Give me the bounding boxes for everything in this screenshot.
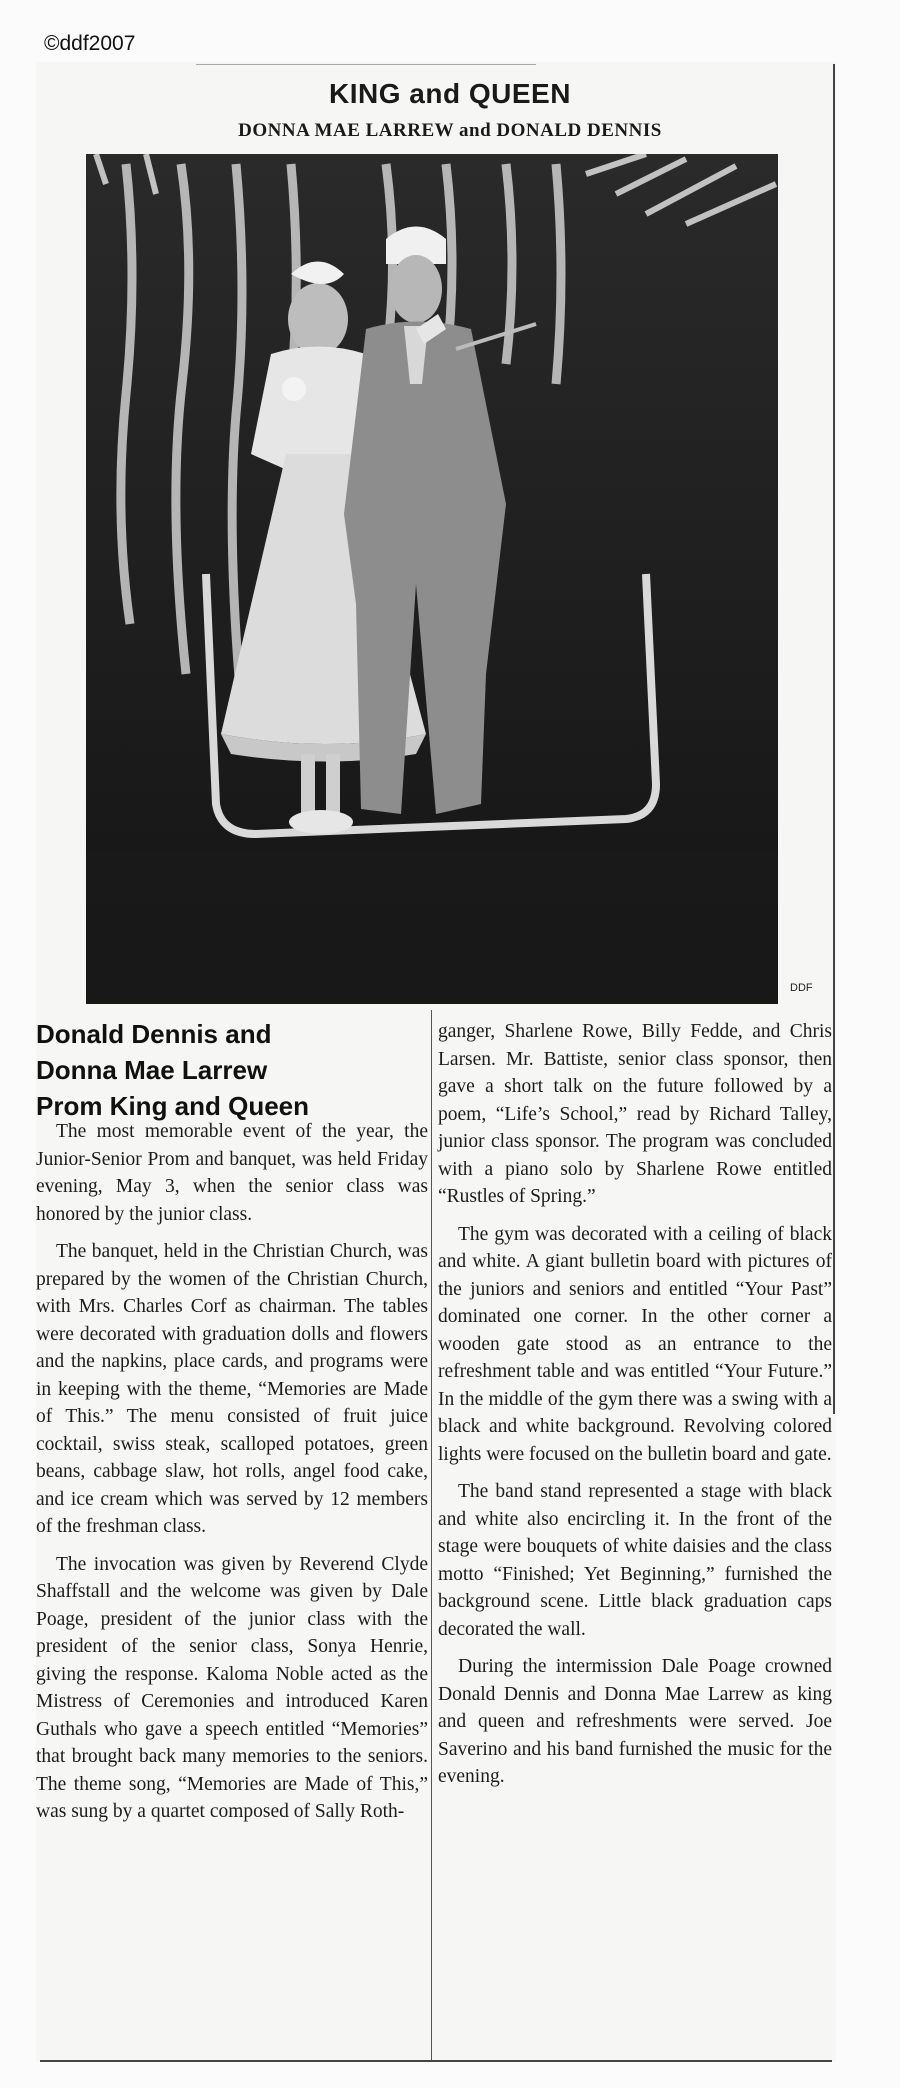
paragraph: During the intermission Dale Poage crowned Donald Dennis and Donna Mae Larrew as king and queen and refreshments were served. Joe Saverino and his band furnished the music for the evening. [438,1656,832,1787]
paragraph: ganger, Sharlene Rowe, Billy Fedde, and Chris Larsen. Mr. Battiste, senior class sponsor, then gave a short talk on the future followed by a poem, “Life’s School,” read by Richard Talley, junior class sponsor. The program was concluded with a piano solo by Sharlene Rowe entitled “Rustles of Spring.” [438,1021,832,1207]
copyright-notice: ©ddf2007 [44,32,136,55]
headline-line-2: Donna Mae Larrew [36,1055,268,1085]
page-title: KING and QUEEN [329,78,571,109]
article-column-right [438,1018,832,1801]
bottom-rule [40,2060,832,2062]
photo-illustration [86,154,778,1004]
headline-line-3: Prom King and Queen [36,1091,310,1121]
paragraph: The invocation was given by Reverend Clyde Shaffstall and the welcome was given by Dale Poage, president of the junior class with the president of the senior class, Sonya Henrie, giving the response. Kaloma Noble acted as the Mistress of Ceremonies and introduced Karen Guthals who gave a speech entitled “Memories” that brought back many memories to the seniors. The theme song, “Memories are Made of This,” was sung by a quartet composed of Sally Roth- [36,1553,428,1822]
right-column-rule [833,64,835,1414]
king-queen-photo [86,154,778,1004]
article-headline [36,1016,421,1124]
page-subtitle: DONNA MAE LARREW and DONALD DENNIS [238,120,662,141]
paragraph: The gym was decorated with a ceiling of black and white. A giant bulletin board with pictures of the juniors and seniors and entitled “Your Past” dominated one corner. In the other corner a wooden gate stood as an entrance to the refreshment table and was entitled “Your Future.” In the middle of the gym there was a swing with a black and white background. Revolving colored lights were focused on the bulletin board and gate. [438,1223,832,1465]
paragraph: The band stand represented a stage with black and white also encircling it. In the front of the stage were bouquets of white daisies and the class motto “Finished; Yet Beginning,” furnished the background scene. Little black graduation caps decorated the wall. [438,1481,832,1640]
top-rule [196,64,536,65]
headline-line-1: Donald Dennis and [36,1019,272,1049]
article-column-left [36,1118,428,1836]
column-divider [431,1010,432,2060]
photo-credit: DDF [790,982,813,994]
paragraph: The banquet, held in the Christian Church, was prepared by the women of the Christian Church, with Mrs. Charles Corf as chairman. The tables were decorated with graduation dolls and flowers and the napkins, place cards, and programs were in keeping with the theme, “Memories are Made of This.” The menu consisted of fruit juice cocktail, swiss steak, scalloped potatoes, green beans, cabbage slaw, hot rolls, angel food cake, and ice cream which was served by 12 members of the freshman class. [36,1241,428,1537]
paragraph: The most memorable event of the year, the Junior-Senior Prom and banquet, was held Friday evening, May 3, when the senior class was honored by the junior class. [36,1121,428,1225]
